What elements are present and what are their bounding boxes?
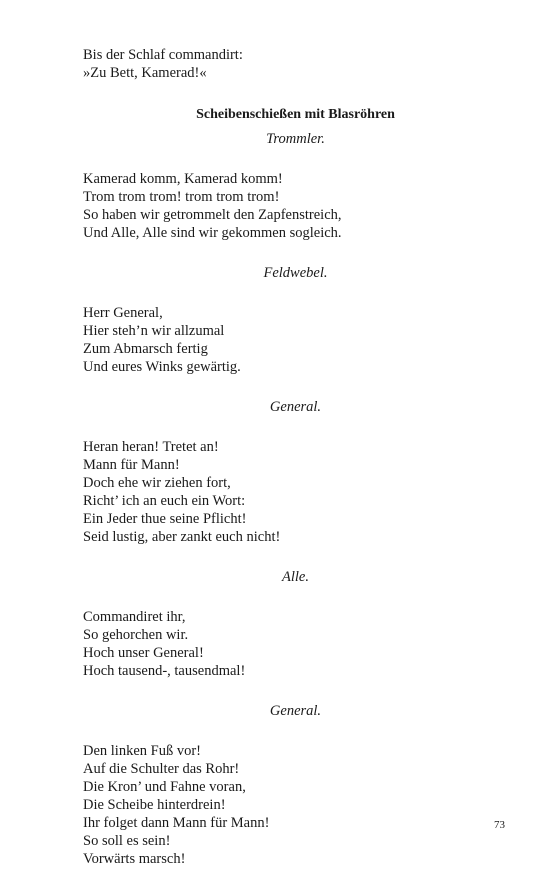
verse-line: Vorwärts marsch!: [83, 851, 186, 867]
verse-line: Mann für Mann!: [83, 457, 180, 473]
verse-line: Die Scheibe hinterdrein!: [83, 797, 226, 813]
verse-line: So soll es sein!: [83, 833, 171, 849]
speaker-label: General.: [269, 399, 322, 415]
speaker-label: General.: [269, 703, 322, 719]
verse-line: Doch ehe wir ziehen fort,: [83, 475, 231, 491]
verse-line: So gehorchen wir.: [83, 627, 189, 643]
verse-line: Trom trom trom! trom trom trom!: [83, 189, 280, 205]
page-number: 73: [494, 819, 505, 831]
poem-title: Scheibenschießen mit Blasröhren: [196, 107, 395, 122]
verse-line: Die Kron’ und Fahne voran,: [83, 779, 246, 795]
verse-line: Heran heran! Tretet an!: [83, 439, 219, 455]
verse-line: Hoch unser General!: [83, 645, 204, 661]
intro-line: »Zu Bett, Kamerad!«: [83, 65, 207, 81]
verse-line: Ein Jeder thue seine Pflicht!: [83, 511, 247, 527]
page-body: [83, 46, 508, 868]
verse-line: Kamerad komm, Kamerad komm!: [83, 171, 283, 187]
speaker-label: Feldwebel.: [263, 265, 328, 281]
verse-line: Hier steh’n wir allzumal: [83, 323, 225, 339]
verse-line: Ihr folget dann Mann für Mann!: [83, 815, 270, 831]
speaker-label: Trommler.: [266, 131, 325, 147]
verse-line: Hoch tausend-, tausendmal!: [83, 663, 246, 679]
verse-line: Seid lustig, aber zankt euch nicht!: [83, 529, 281, 545]
verse-line: Richt’ ich an euch ein Wort:: [83, 493, 246, 509]
verse-line: So haben wir getrommelt den Zapfenstreich,: [83, 207, 342, 223]
verse-line: Herr General,: [83, 305, 163, 321]
verse-line: Und eures Winks gewärtig.: [83, 359, 241, 375]
speaker-label: Alle.: [282, 569, 309, 585]
verse-line: Zum Abmarsch fertig: [83, 341, 208, 357]
intro-line: Bis der Schlaf commandirt:: [83, 47, 243, 63]
verse-line: Commandiret ihr,: [83, 609, 186, 625]
verse-line: Den linken Fuß vor!: [83, 743, 201, 759]
verse-line: Auf die Schulter das Rohr!: [83, 761, 240, 777]
verse-line: Und Alle, Alle sind wir gekommen sogleich.: [83, 225, 342, 241]
